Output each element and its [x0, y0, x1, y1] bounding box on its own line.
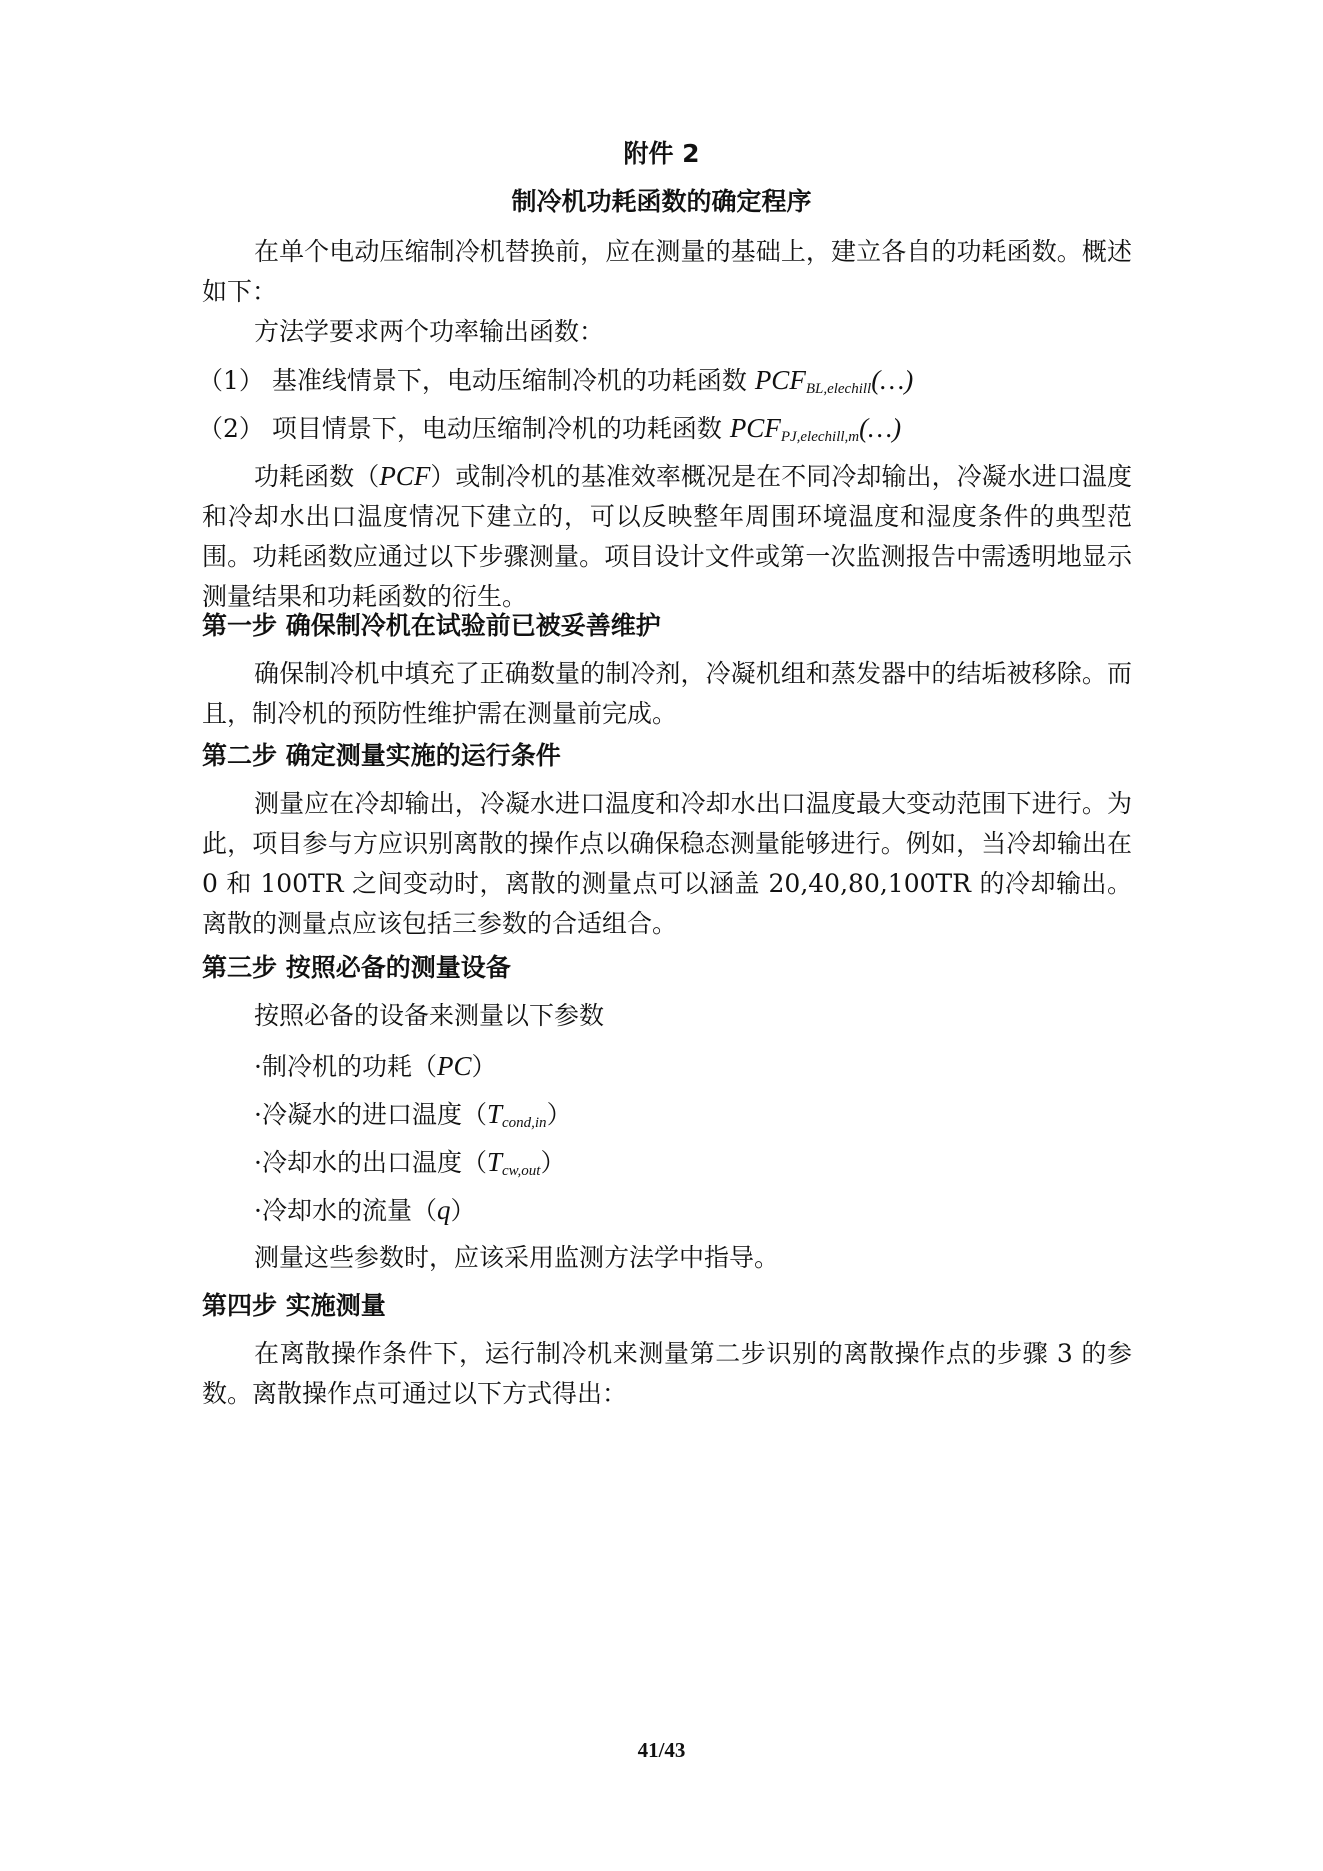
param-flow	[202, 1190, 1132, 1231]
pcf-intro-b: ）或制冷机的基准效率概况是在不同冷却输出，冷凝水进口温度和冷却水出口温度情况下建立的，可以反映整年周围环境温度和湿度条件的典型范围。功耗函数应通过以下步骤测量。项目设计文件或第一次监测报告中需透明地显示测量结果和功耗函数的衍生。	[202, 462, 1132, 611]
param-cw-temp	[202, 1142, 1132, 1183]
intro-paragraph-2: 方法学要求两个功率输出函数：	[254, 317, 605, 346]
document-title: 制冷机功耗函数的确定程序	[511, 187, 812, 216]
param-power-label: ·制冷机的功耗（	[254, 1052, 437, 1081]
pcf-pj-subscript: PJ,elechill,m	[780, 429, 860, 445]
param-power-end: ）	[471, 1052, 497, 1081]
step3-intro: 按照必备的设备来测量以下参数	[254, 1001, 605, 1030]
step3-note: 测量这些参数时，应该采用监测方法学中指导。	[254, 1243, 780, 1272]
param-cond-temp-end: ）	[546, 1100, 572, 1129]
param-flow-label: ·冷却水的流量（	[254, 1196, 437, 1225]
t-cw-subscript: cw,out	[501, 1163, 541, 1179]
param-cond-temp-label: ·冷凝水的进口温度（	[254, 1100, 487, 1129]
step1-heading: 第一步 确保制冷机在试验前已被妥善维护	[202, 611, 661, 640]
list-item-1-label: （1）	[198, 366, 264, 395]
pcf-bl-symbol: PCF	[754, 365, 806, 395]
param-flow-end: ）	[450, 1196, 476, 1225]
step3-heading: 第三步 按照必备的测量设备	[202, 953, 511, 982]
pcf-pj-args: (…)	[859, 413, 902, 443]
pcf-pj-symbol: PCF	[729, 413, 781, 443]
list-item-2-text: 项目情景下，电动压缩制冷机的功耗函数	[271, 414, 730, 443]
t-cw-symbol: T	[486, 1147, 502, 1177]
list-item-1	[198, 360, 1128, 401]
annex-label: 附件 2	[623, 139, 700, 168]
step2-heading: 第二步 确定测量实施的运行条件	[202, 741, 561, 770]
param-cw-temp-label: ·冷却水的出口温度（	[254, 1148, 487, 1177]
list-item-2	[198, 408, 1128, 449]
step4-text: 在离散操作条件下，运行制冷机来测量第二步识别的离散操作点的步骤 3 的参数。离散操作点可通过以下方式得出：	[202, 1339, 1132, 1408]
pcf-bl-subscript: BL,elechill	[805, 381, 872, 397]
intro-paragraph-1: 在单个电动压缩制冷机替换前，应在测量的基础上，建立各自的功耗函数。概述如下：	[202, 237, 1132, 306]
list-item-2-label: （2）	[198, 414, 264, 443]
param-cond-temp	[202, 1094, 1132, 1135]
param-power	[202, 1046, 1132, 1087]
t-cond-subscript: cond,in	[501, 1115, 547, 1131]
q-symbol: q	[436, 1195, 451, 1225]
t-cond-symbol: T	[486, 1099, 502, 1129]
pcf-intro-a: 功耗函数（	[254, 462, 380, 491]
pcf-bl-args: (…)	[871, 365, 914, 395]
pcf-inline-symbol: PCF	[379, 461, 431, 491]
page-number: 41/43	[637, 1738, 686, 1762]
step4-heading: 第四步 实施测量	[202, 1291, 386, 1320]
list-item-1-text: 基准线情景下，电动压缩制冷机的功耗函数	[271, 366, 755, 395]
step1-text: 确保制冷机中填充了正确数量的制冷剂，冷凝机组和蒸发器中的结垢被移除。而且，制冷机的预防性维护需在测量前完成。	[202, 659, 1132, 728]
step2-text: 测量应在冷却输出，冷凝水进口温度和冷却水出口温度最大变动范围下进行。为此，项目参与方应识别离散的操作点以确保稳态测量能够进行。例如，当冷却输出在 0 和 100TR 之间变动时，离散的测量点可以涵盖 20,40,80,100TR 的冷却输出。离散的测量点应该包括三参数的合适组合。	[202, 789, 1132, 938]
intro-paragraph-3	[202, 456, 1132, 617]
param-cw-temp-end: ）	[540, 1148, 566, 1177]
pc-symbol: PC	[436, 1051, 472, 1081]
